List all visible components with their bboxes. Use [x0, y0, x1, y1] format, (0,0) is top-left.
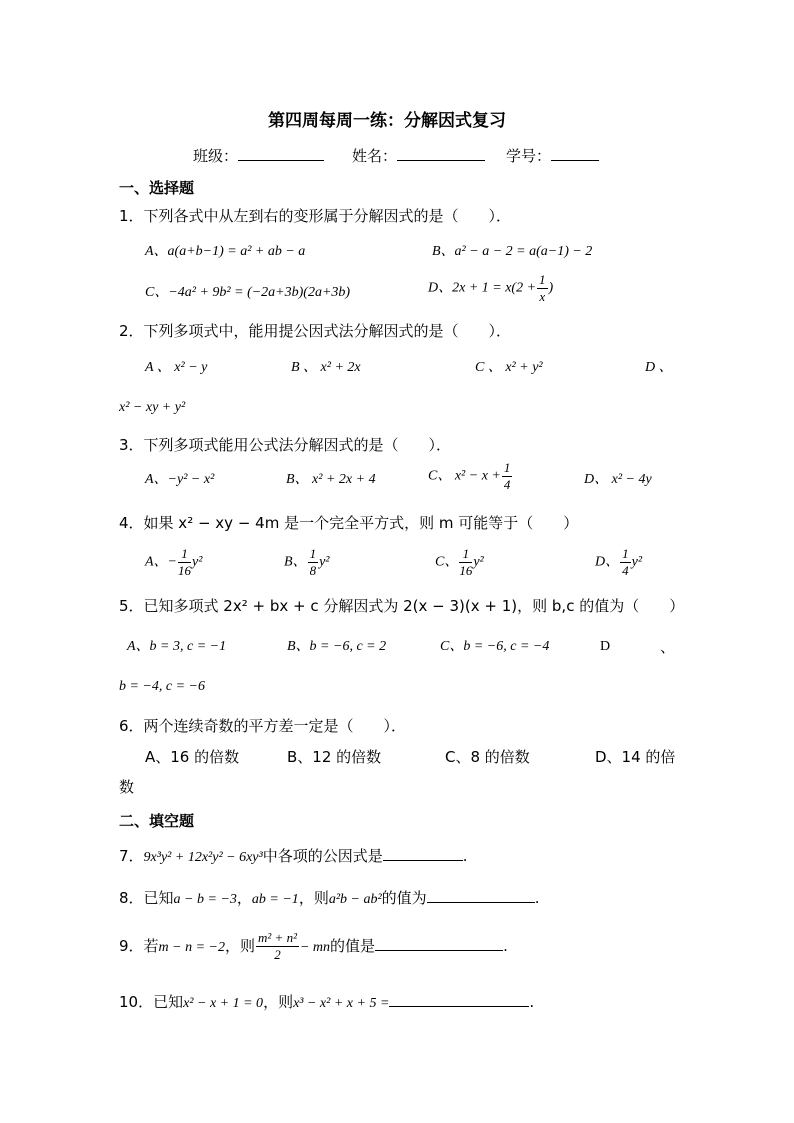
fraction — [459, 546, 472, 579]
option-suffix: y² — [192, 554, 203, 570]
question-4-option-c — [435, 546, 484, 579]
question-3-option-b: B、 x² + 2x + 4 — [286, 472, 376, 487]
question-1-stem: 1．下列各式中从左到右的变形属于分解因式的是（ ）． — [119, 207, 512, 225]
question-3-option-a: A、−y² − x² — [145, 472, 215, 487]
expression: x² − x + 1 = 0 — [183, 996, 264, 1011]
question-6-stem: 6．两个连续奇数的平方差一定是（ ）． — [119, 717, 407, 735]
question-prefix: 8．已知 — [119, 889, 174, 907]
question-text: 的值为 — [381, 889, 427, 907]
question-5-stem: 5．已知多项式 2x² + bx + c 分解因式为 2(x − 3)(x + 1)，则 b,c 的值为（ ） — [119, 597, 685, 615]
separator: ，则 — [263, 993, 294, 1011]
end-period: . — [503, 937, 508, 955]
fraction-numerator: 1 — [459, 546, 472, 563]
question-1-option-c: C、−4a² + 9b² = (−2a+3b)(2a+3b) — [145, 285, 351, 300]
name-field — [352, 146, 485, 166]
question-5-option-d-continued: b = −4, c = −6 — [119, 679, 206, 694]
question-4-option-a — [145, 546, 202, 579]
fraction — [502, 460, 513, 493]
question-prefix: 10．已知 — [119, 993, 184, 1011]
option-suffix: y² — [319, 554, 330, 570]
fraction-denominator: 16 — [178, 563, 191, 578]
class-blank[interactable] — [238, 146, 324, 161]
section-fill-in-heading: 二、填空题 — [119, 812, 195, 830]
fraction-numerator: 1 — [503, 460, 511, 475]
question-2-option-c: C 、 x² + y² — [475, 360, 543, 375]
fraction — [256, 930, 299, 963]
question-text: 的值是 — [330, 937, 376, 955]
question-9 — [119, 930, 508, 963]
separator: ，则 — [298, 889, 329, 907]
option-prefix: B、 — [284, 554, 307, 570]
fraction — [537, 272, 548, 305]
question-1-option-a: A、a(a+b−1) = a² + ab − a — [145, 244, 306, 259]
option-prefix: D、 — [595, 554, 620, 570]
question-4-option-d — [595, 546, 642, 579]
fraction-denominator: 2 — [274, 947, 281, 962]
fraction-denominator: 4 — [503, 477, 511, 492]
fraction-numerator: m² + n² — [258, 930, 297, 945]
section-choice-heading: 一、选择题 — [119, 179, 195, 197]
fraction-numerator: 1 — [539, 272, 546, 287]
question-2-stem: 2．下列多项式中，能用提公因式法分解因式的是（ ）． — [119, 322, 512, 340]
option-prefix: C、 — [435, 554, 459, 570]
expression: x³ − x² + x + 5 = — [293, 996, 390, 1011]
question-prefix: 9．若 — [119, 937, 159, 955]
option-suffix: y² — [473, 554, 484, 570]
question-5-option-b: B、b = −6, c = 2 — [287, 639, 387, 654]
question-4-option-b — [284, 546, 329, 579]
question-1-option-d-suffix: ) — [548, 280, 554, 296]
question-6-option-d-continued: 数 — [119, 778, 135, 796]
fraction-denominator: 16 — [459, 563, 473, 578]
question-3-option-c — [428, 460, 513, 493]
end-period: . — [462, 847, 468, 865]
expression: − mn — [299, 940, 331, 955]
question-6-option-b: B、12 的倍数 — [287, 748, 382, 766]
question-5-option-d: D — [600, 639, 611, 654]
name-blank[interactable] — [397, 146, 485, 161]
question-1-option-d-prefix: D、2x + 1 = x(2 + — [428, 280, 537, 296]
question-text: 中各项的公因式是 — [262, 847, 383, 865]
fraction-numerator: 1 — [622, 546, 629, 561]
fraction-denominator: 4 — [622, 563, 629, 578]
student-id-label: 学号： — [506, 147, 552, 165]
end-period: . — [529, 993, 535, 1011]
question-6-option-a: A、16 的倍数 — [145, 748, 240, 766]
student-id-field — [506, 146, 599, 166]
question-8 — [119, 888, 539, 910]
answer-blank[interactable] — [383, 846, 463, 861]
student-id-blank[interactable] — [551, 146, 599, 161]
option-prefix: A、− — [145, 554, 177, 570]
fraction-numerator: 1 — [178, 546, 191, 563]
option-suffix: y² — [631, 554, 643, 570]
fraction-denominator: x — [539, 289, 546, 304]
answer-blank[interactable] — [427, 888, 535, 903]
question-2-option-d: D 、 — [645, 360, 673, 375]
question-6-option-c: C、8 的倍数 — [445, 748, 530, 766]
question-3-option-c-prefix: C、 x² − x + — [428, 468, 501, 484]
question-2-option-b: B 、 x² + 2x — [291, 360, 361, 375]
page-title: 第四周每周一练：分解因式复习 — [268, 111, 506, 131]
fraction-numerator: 1 — [309, 546, 317, 561]
separator: ，则 — [225, 937, 256, 955]
end-period: . — [534, 889, 540, 907]
question-number: 7． — [119, 847, 144, 865]
question-3-stem: 3．下列多项式能用公式法分解因式的是（ ）． — [119, 436, 452, 454]
fraction — [308, 546, 319, 579]
separator: ， — [236, 889, 252, 907]
question-4-stem: 4．如果 x² − xy − 4m 是一个完全平方式，则 m 可能等于（ ） — [119, 514, 579, 532]
fraction — [178, 546, 191, 579]
expression: 9x³y² + 12x²y² − 6xy³ — [143, 850, 263, 865]
question-6-option-d: D、14 的倍 — [595, 748, 676, 766]
expression: a²b − ab² — [328, 892, 382, 907]
question-3-option-d: D、 x² − 4y — [584, 472, 652, 487]
question-2-option-d-continued: x² − xy + y² — [119, 400, 186, 415]
expression: a − b = −3 — [173, 892, 237, 907]
answer-blank[interactable] — [389, 992, 529, 1007]
question-2-option-a: A 、 x² − y — [145, 360, 208, 375]
class-label: 班级： — [193, 147, 239, 165]
name-label: 姓名： — [352, 147, 398, 165]
question-1-option-b: B、a² − a − 2 = a(a−1) − 2 — [432, 244, 593, 259]
question-7 — [119, 846, 468, 868]
question-1-option-d — [428, 272, 553, 305]
answer-blank[interactable] — [375, 936, 503, 951]
fraction-denominator: 8 — [309, 563, 317, 578]
question-5-option-d-separator: 、 — [660, 638, 676, 656]
class-field — [193, 146, 324, 166]
expression: m − n = −2 — [158, 940, 225, 955]
fraction — [620, 546, 631, 579]
question-5-option-c: C、b = −6, c = −4 — [440, 639, 550, 654]
expression: ab = −1 — [251, 892, 299, 907]
question-10 — [119, 992, 534, 1014]
question-5-option-a: A、b = 3, c = −1 — [127, 639, 227, 654]
